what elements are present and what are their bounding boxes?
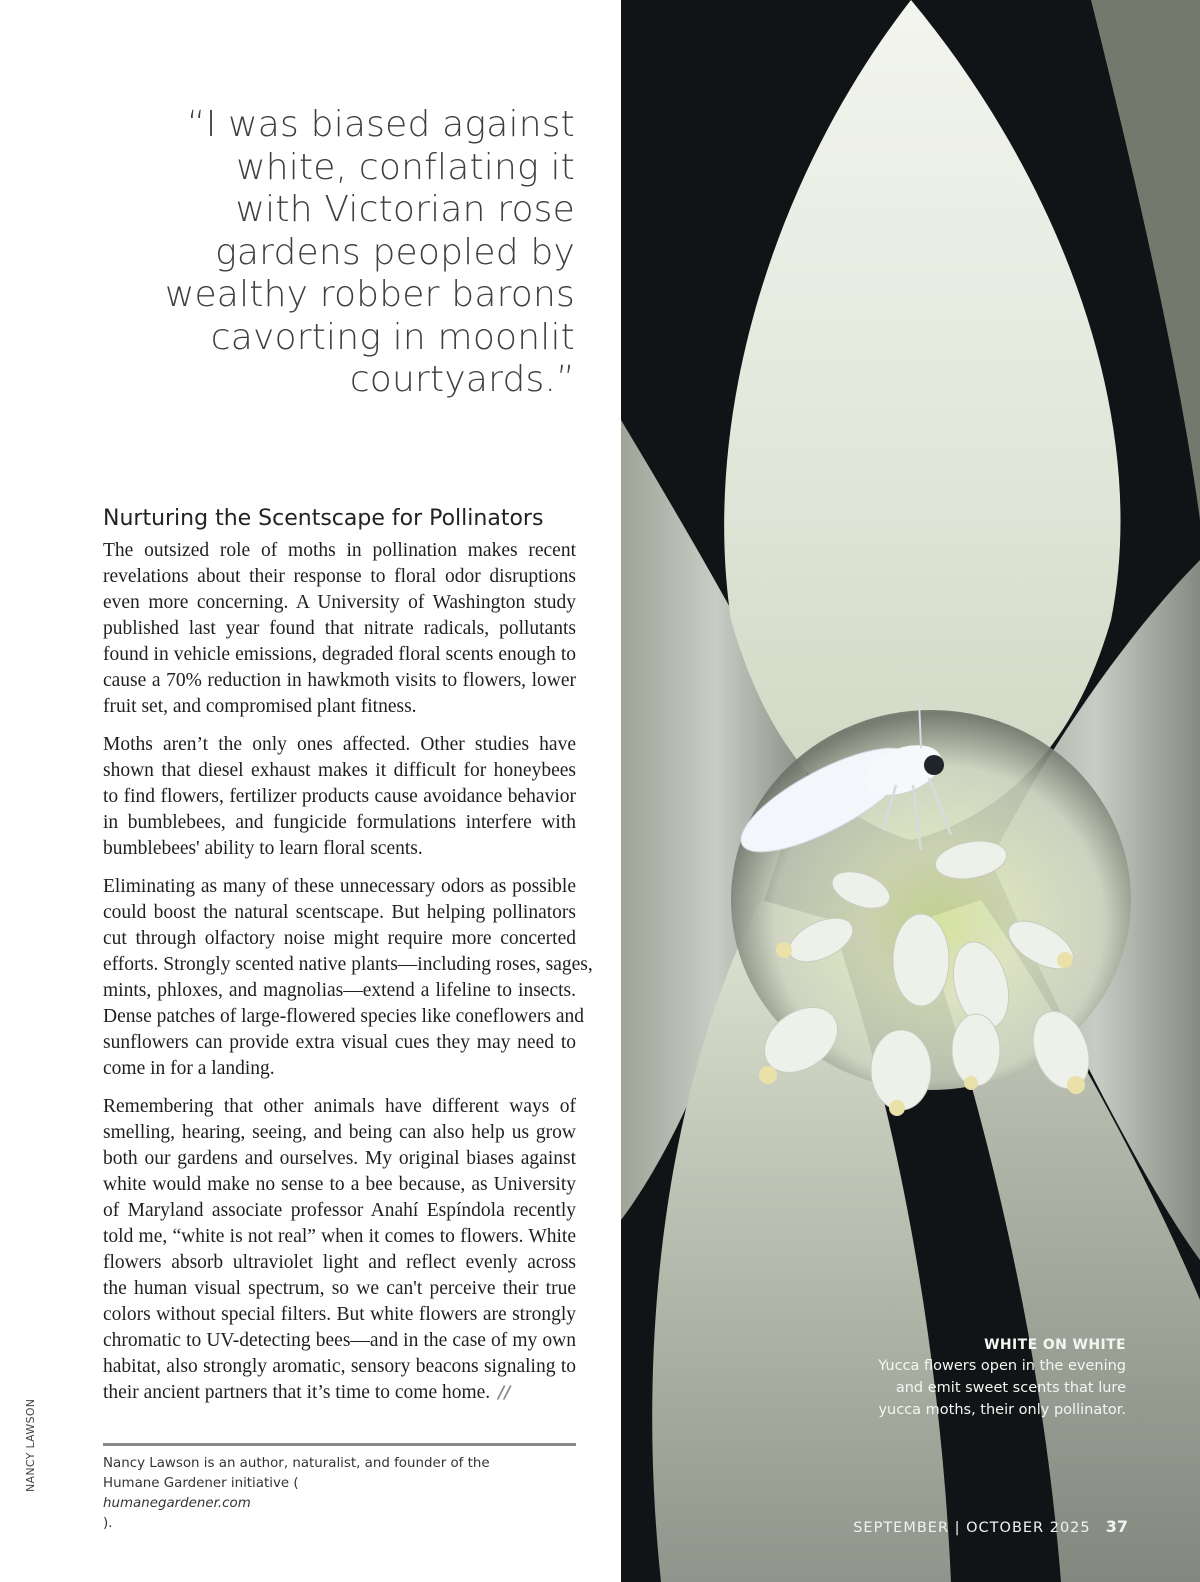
pull-quote [150,104,575,402]
pull-quote-line: white, conflating it [236,146,575,188]
paragraph-line: of Maryland associate professor Anahí Espíndola recently [103,1200,576,1221]
paragraph-line: come in for a landing. [103,1058,275,1079]
paragraph-line: The outsized role of moths in pollination makes recent [103,540,576,561]
article-paragraph [103,1094,576,1406]
caption-title: WHITE ON WHITE [984,1337,1126,1353]
paragraph-line: told me, “white is not real” when it comes to flowers. White [103,1226,576,1247]
paragraph-line: the human visual spectrum, so we can't perceive their true [103,1278,576,1299]
paragraph-line: flowers absorb ultraviolet light and reflect evenly across [103,1252,576,1273]
end-of-article-mark: // [498,1383,511,1403]
pull-quote-line: courtyards.” [349,359,575,400]
paragraph-line: shown that diesel exhaust makes it difficult for honeybees [103,760,576,781]
caption-line: yucca moths, their only pollinator. [878,1402,1126,1418]
paragraph-line: cut through olfactory noise might require more concerted [103,928,576,949]
paragraph-line: to find flowers, fertilizer products cause avoidance behavior [103,786,576,807]
paragraph-line: could boost the natural scentscape. But helping pollinators [103,902,576,923]
bio-website-link[interactable]: humanegardener.com [103,1496,251,1511]
author-bio [103,1454,576,1534]
article-paragraph [103,538,576,720]
paragraph-line: revelations about their response to floral odor disruptions [103,566,576,587]
paragraph-line: cause a 70% reduction in hawkmoth visits to flowers, lower [103,670,576,691]
paragraph-line: Remembering that other animals have different ways of [103,1096,576,1117]
paragraph-line: smelling, hearing, seeing, and being can also help us grow [103,1122,576,1143]
page-folio [853,1517,1128,1536]
paragraph-line: even more concerning. A University of Washington study [103,592,576,613]
paragraph-line: white would make no sense to a bee because, as University [103,1174,576,1195]
paragraph-line: found in vehicle emissions, degraded floral scents enough to [103,644,576,665]
pull-quote-line: with Victorian rose [235,189,575,230]
paragraph-line: fruit set, and compromised plant fitness. [103,696,417,717]
article-paragraph [103,732,576,862]
bio-divider [103,1443,576,1446]
bio-text: ). [103,1516,113,1531]
pull-quote-line: gardens peopled by [215,231,575,273]
paragraph-line: bumblebees' ability to learn floral scents. [103,838,423,859]
paragraph-line: Dense patches of large-flowered species like coneflowers and [103,1006,584,1027]
paragraph-line: in bumblebees, and fungicide formulations interfere with [103,812,576,833]
paragraph-line: colors without special filters. But white flowers are strongly [103,1304,576,1325]
bio-text: Humane Gardener initiative ( [103,1476,299,1491]
paragraph-line: chromatic to UV-detecting bees—and in the case of my own [103,1330,576,1351]
section-heading: Nurturing the Scentscape for Pollinators [103,506,544,531]
caption-line: Yucca flowers open in the evening [878,1358,1126,1374]
paragraph-line: both our gardens and ourselves. My original biases against [103,1148,576,1169]
caption-line: and emit sweet scents that lure [895,1380,1126,1396]
pull-quote-line: wealthy robber barons [164,274,575,315]
article-paragraph [103,874,593,1082]
paragraph-line: mints, phloxes, and magnolias—extend a lifeline to insects. [103,980,576,1001]
photo-caption [840,1335,1126,1421]
paragraph-line: published last year found that nitrate radicals, pollutants [103,618,576,639]
paragraph-line: efforts. Strongly scented native plants—including roses, sages, [103,954,593,975]
page-number: 37 [1105,1517,1128,1536]
photo-credit: NANCY LAWSON [24,1398,37,1492]
bio-line: Nancy Lawson is an author, naturalist, and founder of the [103,1456,490,1471]
paragraph-line: habitat, also strongly aromatic, sensory beacons signaling to [103,1356,576,1377]
pull-quote-line: “I was biased against [186,104,575,145]
paragraph-line: Moths aren’t the only ones affected. Other studies have [103,734,576,755]
paragraph-line: sunflowers can provide extra visual cues they may need to [103,1032,576,1053]
paragraph-line [103,1380,576,1406]
article-body [103,505,593,1418]
pull-quote-line: cavorting in moonlit [210,316,575,358]
bio-line [103,1474,576,1534]
final-line-text: their ancient partners that it’s time to come home. [103,1382,491,1403]
issue-date: SEPTEMBER | OCTOBER 2025 [853,1520,1091,1536]
paragraph-line: Eliminating as many of these unnecessary odors as possible [103,876,576,897]
